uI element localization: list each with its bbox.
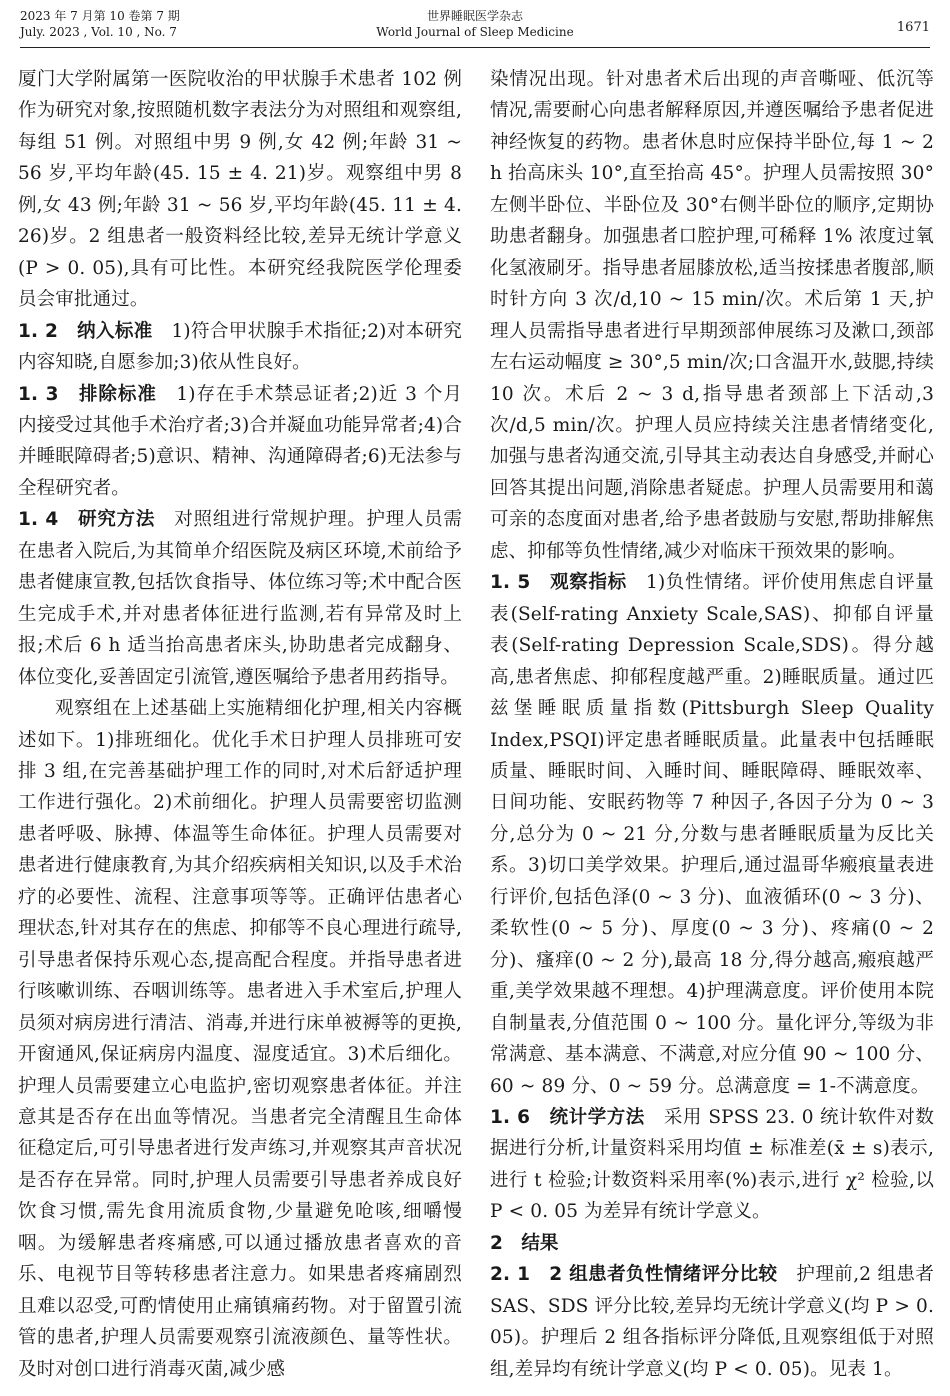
section-2-1-body: 护理前,2 组患者 SAS、SDS 评分比较,差异均无统计学意义(均 P > 0. 05)。护理后 2 组各指标评分降低,且观察组低于对照组,差异均有统计学意义(均 P < 0. 05)。见表 1。 xyxy=(490,1264,934,1380)
journal-title-en: World Journal of Sleep Medicine xyxy=(376,25,574,39)
section-1-6 xyxy=(490,1102,934,1228)
section-1-6-title: 1. 6 统计学方法 xyxy=(490,1106,664,1128)
section-1-3-body: 1)存在手术禁忌证者;2)近 3 个月内接受过其他手术治疗者;3)合并凝血功能异常者;4)合并睡眠障碍者;5)意识、精神、沟通障碍者;6)无法参与全程研究者。 xyxy=(18,383,462,499)
page-number: 1671 xyxy=(896,20,930,35)
section-1-6-body: 采用 SPSS 23. 0 统计软件对数据进行分析,计量资料采用均值 ± 标准差(x̄ ± s)表示,进行 t 检验;计数资料采用率(%)表示,进行 χ² 检验,以 P < 0. 05 为差异有统计学意义。 xyxy=(490,1106,934,1223)
section-1-4-title: 1. 4 研究方法 xyxy=(18,509,175,531)
section-1-5-body: 1)负性情绪。评价使用焦虑自评量表(Self-rating Anxiety Scale,SAS)、抑郁自评量表(Self-rating Depression Scale,SDS)。得分越高,患者焦虑、抑郁程度越严重。2)睡眠质量。通过匹兹堡睡眠质量指数(Pittsburgh Sleep Quality Index,PSQI)评定患者睡眠质量。此量表中包括睡眠质量、睡眠时间、入睡时间、睡眠障碍、睡眠效率、日间功能、安眠药物等 7 种因子,各因子分为 0 ~ 3 分,总分为 0 ~ 21 分,分数与患者睡眠质量为反比关系。3)切口美学效果。护理后,通过温哥华瘢痕量表进行评价,包括色泽(0 ~ 3 分)、血液循环(0 ~ 3 分)、柔软性(0 ~ 5 分)、厚度(0 ~ 3 分)、疼痛(0 ~ 2 分)、瘙痒(0 ~ 2 分),最高 18 分,得分越高,瘢痕越严重,美学效果越不理想。4)护理满意度。评价使用本院自制量表,分值范围 0 ~ 100 分。量化评分,等级为非常满意、基本满意、不满意,对应分值 90 ~ 100 分、60 ~ 89 分、0 ~ 59 分。总满意度 = 1-不满意度。 xyxy=(490,572,935,1097)
section-1-2 xyxy=(18,316,462,379)
section-1-5 xyxy=(490,567,934,1102)
page-header xyxy=(20,8,930,48)
observation-paragraph: 观察组在上述基础上实施精细化护理,相关内容概述如下。1)排班细化。优化手术日护理人员排班可安排 3 组,在完善基础护理工作的同时,对术后舒适护理工作进行强化。2)术前细化。护理人员需要密切监测患者呼吸、脉搏、体温等生命体征。护理人员需要对患者进行健康教育,为其介绍疾病相关知识,以及手术治疗的必要性、流程、注意事项等等。正确评估患者心理状态,针对其存在的焦虑、抑郁等不良心理进行疏导,引导患者保持乐观心态,提高配合程度。并指导患者进行咳嗽训练、吞咽训练等。患者进入手术室后,护理人员须对病房进行清洁、消毒,并进行床单被褥等的更换,开窗通风,保证病房内温度、湿度适宜。3)术后细化。护理人员需要建立心电监护,密切观察患者体征。并注意其是否存在出血等情况。当患者完全清醒且生命体征稳定后,可引导患者进行发声练习,并观察其声音状况是否存在异常。同时,护理人员需要引导患者养成良好饮食习惯,需先食用流质食物,少量避免呛咳,细嚼慢咽。为缓解患者疼痛感,可以通过播放患者喜欢的音乐、电视节目等转移患者注意力。如果患者疼痛剧烈且难以忍受,可酌情使用止痛镇痛药物。对于留置引流管的患者,护理人员需要观察引流液颜色、量等性状。及时对创口进行消毒灭菌,减少感 xyxy=(18,698,462,1380)
section-2-1 xyxy=(490,1259,934,1385)
journal-title-cn: 世界睡眠医学杂志 xyxy=(426,9,523,23)
issue-en: July. 2023 , Vol. 10 , No. 7 xyxy=(20,25,177,39)
section-1-3 xyxy=(18,379,462,505)
section-1-5-title: 1. 5 观察指标 xyxy=(490,572,647,594)
section-1-2-body: 1)符合甲状腺手术指征;2)对本研究内容知晓,自愿参加;3)依从性良好。 xyxy=(18,320,462,374)
section-2-title: 2 结果 xyxy=(490,1232,559,1254)
section-1-2-title: 1. 2 纳入标准 xyxy=(18,320,172,342)
section-1-4-body: 对照组进行常规护理。护理人员需在患者入院后,为其简单介绍医院及病区环境,术前给予患者健康宣教,包括饮食指导、体位练习等;术中配合医生完成手术,并对患者体征进行监测,若有异常及时上报;术后 6 h 适当抬高患者床头,协助患者完成翻身、体位变化,妥善固定引流管,遵医嘱给予患者用药指导。 xyxy=(18,509,462,688)
section-1-4 xyxy=(18,504,462,693)
header-rule xyxy=(20,47,930,48)
right-column xyxy=(490,64,934,1385)
journal-title xyxy=(20,8,930,40)
section-1-3-title: 1. 3 排除标准 xyxy=(18,383,177,405)
intro-paragraph: 厦门大学附属第一医院收治的甲状腺手术患者 102 例作为研究对象,按照随机数字表法分为对照组和观察组,每组 51 例。对照组中男 9 例,女 42 例;年龄 31 ~ 56 岁,平均年龄(45. 15 ± 4. 21)岁。观察组中男 8 例,女 43 例;年龄 31 ~ 56 岁,平均年龄(45. 11 ± 4. 26)岁。2 组患者一般资料经比较,差异无统计学意义(P > 0. 05),具有可比性。本研究经我院医学伦理委员会审批通过。 xyxy=(18,69,462,311)
section-2-1-title: 2. 1 2 组患者负性情绪评分比较 xyxy=(490,1264,797,1286)
continued-paragraph: 染情况出现。针对患者术后出现的声音嘶哑、低沉等情况,需要耐心向患者解释原因,并遵医嘱给予患者促进神经恢复的药物。患者休息时应保持半卧位,每 1 ~ 2 h 抬高床头 10°,直至抬高 45°。护理人员需按照 30°左侧半卧位、半卧位及 30°右侧半卧位的顺序,定期协助患者翻身。加强患者口腔护理,可稀释 1% 浓度过氧化氢液刷牙。指导患者屈膝放松,适当按揉患者腹部,顺时针方向 3 次/d,10 ~ 15 min/次。术后第 1 天,护理人员需指导患者进行早期颈部伸展练习及漱口,颈部左右运动幅度 ≥ 30°,5 min/次;口含温开水,鼓腮,持续 10 次。术后 2 ~ 3 d,指导患者颈部上下活动,3 次/d,5 min/次。护理人员应持续关注患者情绪变化,加强与患者沟通交流,引导其主动表达自身感受,并耐心回答其提出问题,消除患者疑虑。护理人员需要用和蔼可亲的态度面对患者,给予患者鼓励与安慰,帮助排解焦虑、抑郁等负性情绪,减少对临床干预效果的影响。 xyxy=(490,69,934,562)
issue-cn: 2023 年 7 月第 10 卷第 7 期 xyxy=(20,9,180,23)
left-column xyxy=(18,64,462,1385)
